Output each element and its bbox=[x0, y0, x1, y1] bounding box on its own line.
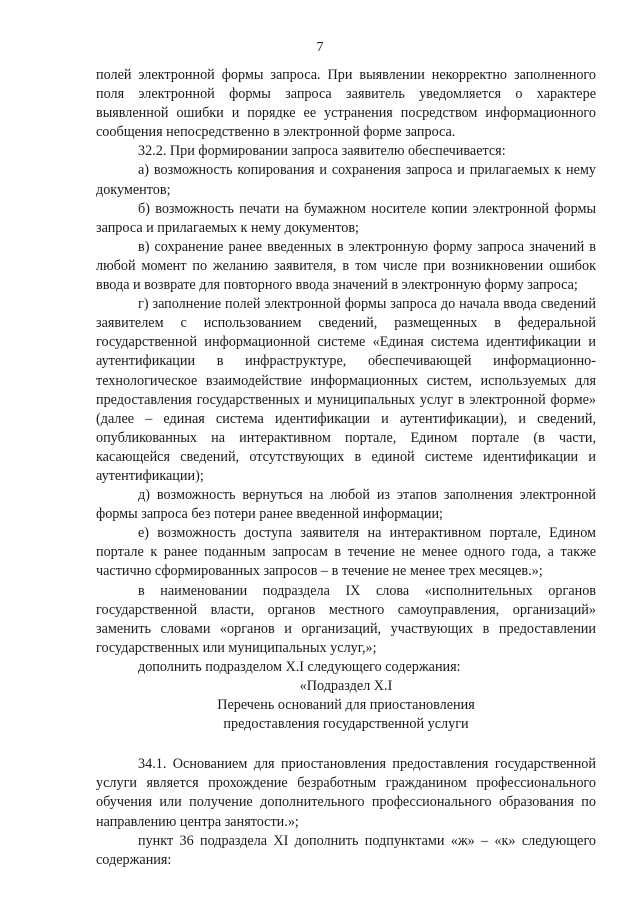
subsection-heading-title: «Подраздел X.I bbox=[299, 678, 393, 694]
paragraph-point-36: пункт 36 подраздела XI дополнить подпунктами «ж» – «к» следующего содержания: bbox=[96, 832, 596, 868]
paragraph-item-g: г) заполнение полей электронной формы запроса до начала ввода сведений заявителем с использованием сведений, размещенных в федеральной государственной информационной системе «Единая система идентификации и аутентификации в инфраструктуре, обеспечивающей информационно-технологическое взаимодействие информационных систем, используемых для предоставления государственных и муниципальных услуг в электронной форме» (далее – единая система идентификации и аутентификации), и сведений, опубликованных на интерактивном портале, Едином портале (в части, касающейся сведений, отсутствующих в единой системе идентификации и аутентификации); bbox=[96, 296, 596, 484]
subsection-heading-line-2: Перечень оснований для приостановления bbox=[217, 697, 475, 714]
document-body bbox=[96, 66, 596, 870]
paragraph-item-e: е) возможность доступа заявителя на интерактивном портале, Едином портале к ранее поданным запросам в течение не менее одного года, а также частично сформированных запросов – в течение не менее трех месяцев.»; bbox=[96, 525, 596, 580]
spacer bbox=[96, 734, 596, 755]
paragraph-32-2: 32.2. При формировании запроса заявителю обеспечивается: bbox=[138, 143, 506, 160]
paragraph-add-subsection: дополнить подразделом X.I следующего содержания: bbox=[138, 658, 461, 675]
page-number: 7 bbox=[316, 40, 324, 55]
paragraph-item-d: д) возможность вернуться на любой из этапов заполнения электронной формы запроса без потери ранее введенной информации; bbox=[96, 487, 596, 523]
paragraph-item-v: в) сохранение ранее введенных в электронную форму запроса значений в любой момент по желанию заявителя, в том числе при возникновении ошибок ввода и возврате для повторного ввода значений в электронную форму запроса; bbox=[96, 238, 596, 294]
paragraph-item-b: б) возможность печати на бумажном носителе копии электронной формы запроса и прилагаемых к нему документов; bbox=[96, 200, 596, 236]
paragraph-subsection-ix: в наименовании подраздела IX слова «исполнительных органов государственной власти, органов местного самоуправления, организаций» заменить словами «органов и организаций, участвующих в предоставлении государственных или муниципальных услуг,»; bbox=[96, 582, 596, 656]
paragraph-34-1: 34.1. Основанием для приостановления предоставления государственной услуги является прохождение безработным гражданином профессионального обучения или получение дополнительного профессионального образования по направлению центра занятости.»; bbox=[96, 756, 596, 830]
paragraph-item-a: а) возможность копирования и сохранения запроса и прилагаемых к нему документов; bbox=[96, 162, 596, 198]
subsection-heading bbox=[96, 677, 596, 734]
subsection-heading-line-3: предоставления государственной услуги bbox=[223, 716, 469, 733]
paragraph-continuation: полей электронной формы запроса. При выявлении некорректно заполненного поля электронной формы запроса заявитель уведомляется о характере выявленной ошибки и порядке ее устранения посредством информационного сообщения непосредственно в электронной форме запроса. bbox=[96, 67, 596, 141]
